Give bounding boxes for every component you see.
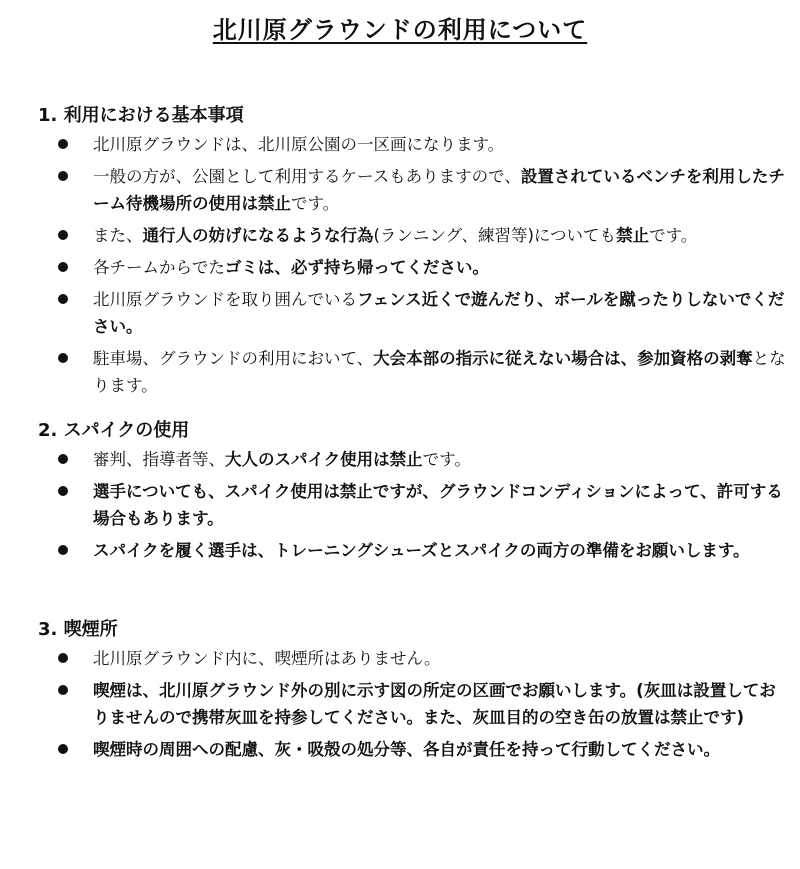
item-text: 一般の方が、公園として利用するケースもありますので、 [93, 167, 521, 186]
item-text: です。 [291, 194, 340, 213]
bullet-icon [58, 685, 68, 695]
page-title [0, 10, 800, 45]
item-text: 北川原グラウンドは、北川原公園の一区画になります。 [93, 135, 505, 154]
item-text-emphasis: 大人のスパイク使用は禁止 [225, 450, 423, 469]
section-spikes [38, 418, 790, 569]
section-smoking [38, 617, 790, 768]
list-item [38, 478, 790, 532]
bullet-icon [58, 486, 68, 496]
item-text-emphasis: 禁止 [616, 226, 650, 245]
item-text: 北川原グラウンド内に、喫煙所はありません。 [93, 649, 441, 668]
bullet-icon [58, 454, 68, 464]
section-basic-rules [38, 103, 790, 404]
list-item [38, 222, 790, 249]
list-item [38, 446, 790, 473]
bullet-icon [58, 353, 68, 363]
item-text-emphasis: スパイクを履く選手は、トレーニングシューズとスパイクの両方の準備をお願いします。 [93, 541, 750, 560]
item-text-emphasis: 喫煙は、北川原グラウンド外の別に示す図の所定の区画でお願いします。(灰皿は設置しておりませんので携帯灰皿を持参してください。また、灰皿目的の空き缶の放置は禁止です) [93, 681, 776, 727]
item-text-emphasis: フェンス近くで遊んだり、ボールを蹴ったりしないでください。 [93, 290, 785, 336]
list-item [38, 131, 790, 158]
bullet-icon [58, 294, 68, 304]
item-text-emphasis: 設置されているベンチを利用したチーム待機場所の使用は禁止 [93, 167, 785, 213]
item-text-emphasis: 大会本部の指示に従えない場合は、参加資格の剥奪 [373, 349, 753, 368]
bullet-icon [58, 262, 68, 272]
item-text: となります。 [93, 349, 786, 395]
bullet-icon [58, 230, 68, 240]
section-heading: 3. 喫煙所 [38, 619, 118, 640]
list-item [38, 677, 790, 731]
bullet-icon [58, 653, 68, 663]
item-text: また、 [93, 226, 143, 245]
item-text: 各チームからでた [93, 258, 225, 277]
list-item [38, 537, 790, 564]
list-item [38, 645, 790, 672]
bullet-icon [58, 545, 68, 555]
item-text-emphasis: ゴミは、必ず持ち帰ってください。 [224, 258, 489, 277]
list-item [38, 286, 790, 340]
list-item [38, 254, 790, 281]
bullet-icon [58, 744, 68, 754]
item-text-emphasis: 喫煙時の周囲への配慮、灰・吸殻の処分等、各自が責任を持って行動してください。 [93, 740, 720, 759]
item-text-emphasis: 選手についても、スパイク使用は禁止ですが、グラウンドコンディションによって、許可する場合もあります。 [93, 482, 783, 528]
section-heading: 1. 利用における基本事項 [38, 105, 244, 126]
section-item-list [38, 446, 790, 564]
section-item-list [38, 131, 790, 399]
item-text-emphasis: 通行人の妨げになるような行為 [142, 226, 374, 245]
bullet-icon [58, 171, 68, 181]
list-item [38, 736, 790, 763]
bullet-icon [58, 139, 68, 149]
list-item [38, 163, 790, 217]
item-text: 北川原グラウンドを取り囲んでいる [93, 290, 357, 309]
item-text: です。 [649, 226, 698, 245]
item-text: (ランニング、練習等)についても [373, 226, 617, 245]
section-heading: 2. スパイクの使用 [38, 420, 190, 441]
item-text: 審判、指導者等、 [93, 450, 225, 469]
item-text: です。 [422, 450, 471, 469]
page-title-text: 北川原グラウンドの利用について [212, 16, 588, 44]
item-text: 駐車場、グラウンドの利用において、 [93, 349, 374, 368]
section-item-list [38, 645, 790, 763]
list-item [38, 345, 790, 399]
